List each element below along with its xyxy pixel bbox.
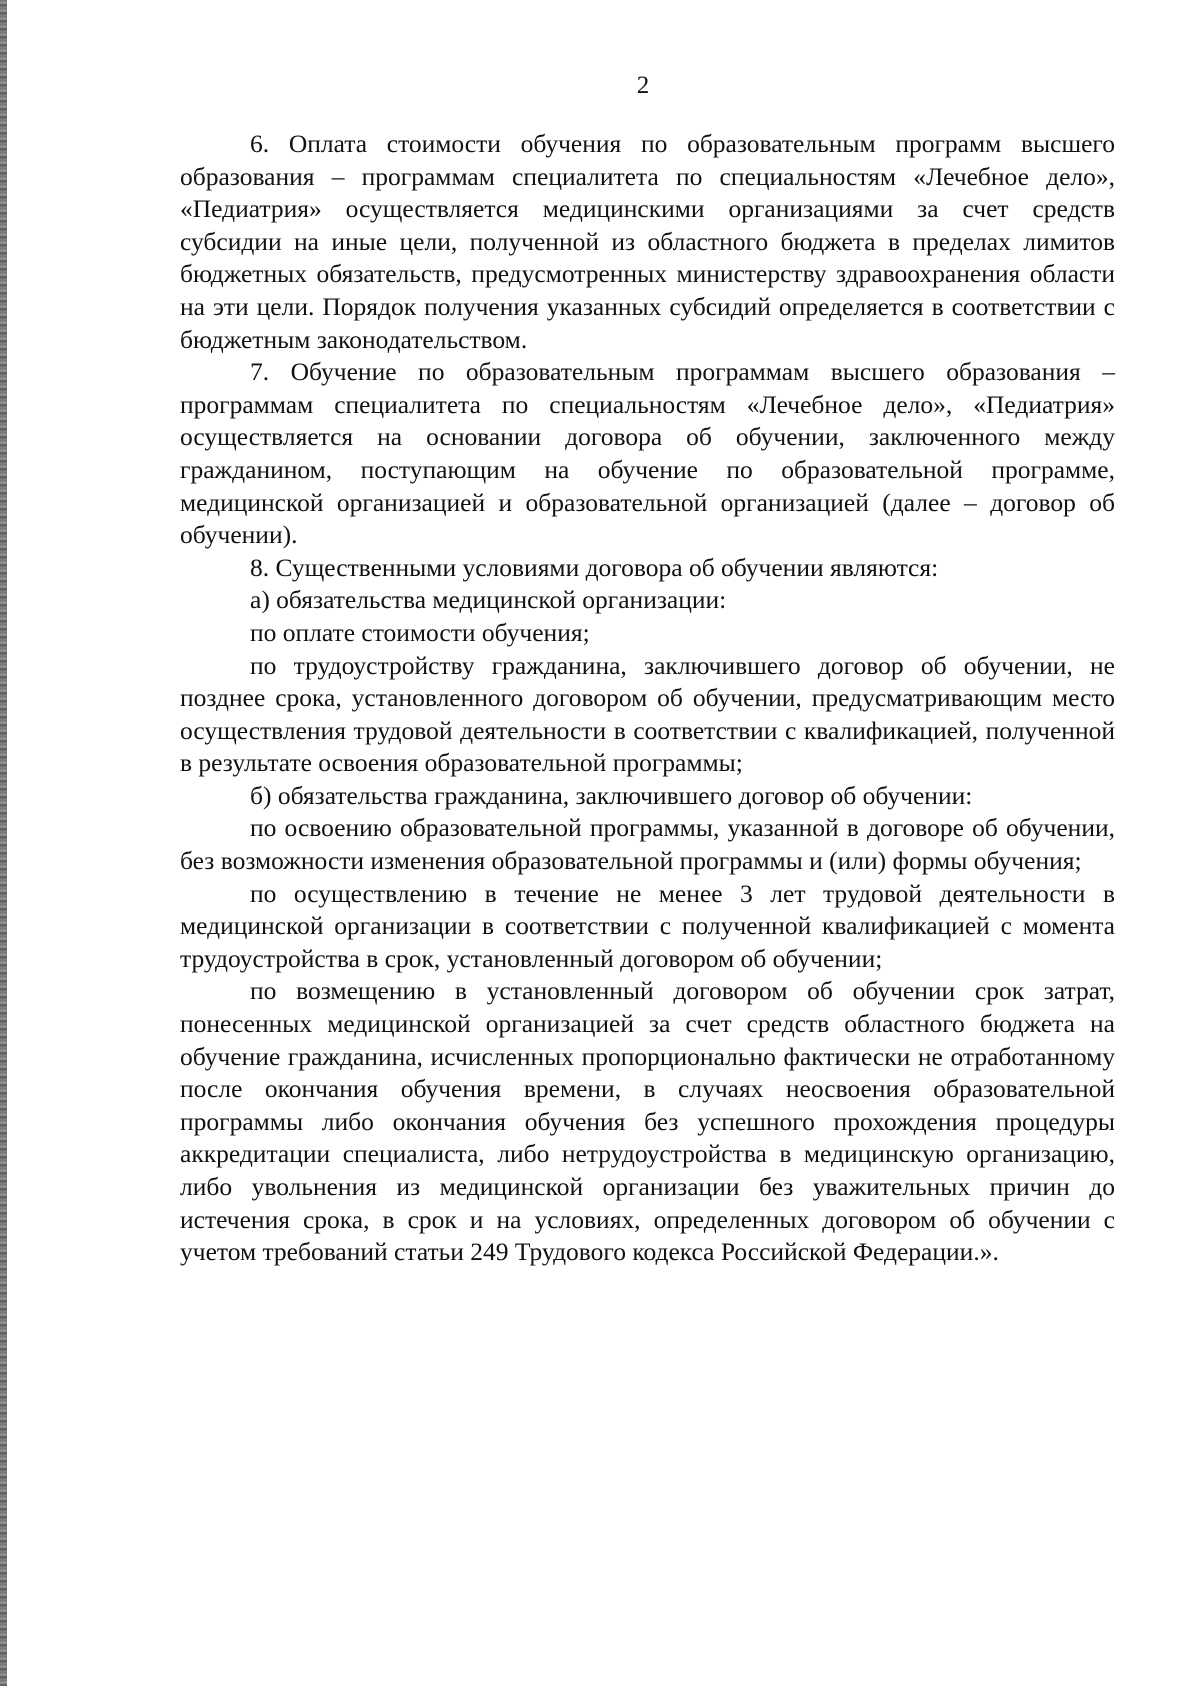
clause-b-item-reimbursement: по возмещению в установленный договором об обучении срок затрат, понесенных медицинской организацией за счет средств областного бюджета на обучение гражданина, исчисленных пропорционально фактически не отработанному после окончания обучения времени, в случаях неосвоения образовательной программы либо окончания обучения без успешного прохождения процедуры аккредитации специалиста, либо нетрудоустройства в медицинскую организацию, либо увольнения из медицинской организации без уважительных причин до истечения срока, в срок и на условиях, определенных договором об обучении с учетом требований статьи 249 Трудового кодекса Российской Федерации.».: [180, 976, 1115, 1267]
clause-a-item-employment: по трудоустройству гражданина, заключившего договор об обучении, не позднее срока, установленного договором об обучении, предусматривающим место осуществления трудовой деятельности в соответствии с квалификацией, полученной в результате освоения образовательной программы;: [180, 650, 1115, 778]
paragraph-6-tuition-payment: 6. Оплата стоимости обучения по образовательным программ высшего образования – программам специалитета по специальностям «Лечебное дело», «Педиатрия» осуществляется медицинскими организациями за счет средств субсидии на иные цели, полученной из областного бюджета в пределах лимитов бюджетных обязательств, предусмотренных министерству здравоохранения области на эти цели. Порядок получения указанных субсидий определяется в соответствии с бюджетным законодательством.: [180, 129, 1115, 354]
document-body: [180, 128, 1115, 1269]
clause-b-citizen-obligations: б) обязательства гражданина, заключившего договор об обучении:: [250, 780, 973, 810]
clause-a-medical-org-obligations: а) обязательства медицинской организации:: [250, 585, 727, 615]
scan-edge-artifact: [0, 0, 7, 1686]
page-number: 2: [636, 72, 650, 99]
clause-a-item-payment: по оплате стоимости обучения;: [250, 617, 590, 647]
paragraph-7-training-agreement: 7. Обучение по образовательным программам высшего образования – программам специалитета по специальностям «Лечебное дело», «Педиатрия» осуществляется на основании договора об обучении, заключенного между гражданином, поступающим на обучение по образовательной программе, медицинской организацией и образовательной организацией (далее – договор об обучении).: [180, 357, 1115, 550]
clause-b-item-mastering-program: по освоению образовательной программы, указанной в договоре об обучении, без возможности изменения образовательной программы и (или) формы обучения;: [180, 813, 1115, 876]
paragraph-8-essential-conditions: 8. Существенными условиями договора об обучении являются:: [250, 552, 939, 582]
clause-b-item-work-duration: по осуществлению в течение не менее 3 лет трудовой деятельности в медицинской организации в соответствии с полученной квалификацией с момента трудоустройства в срок, установленный договором об обучении;: [180, 878, 1115, 973]
